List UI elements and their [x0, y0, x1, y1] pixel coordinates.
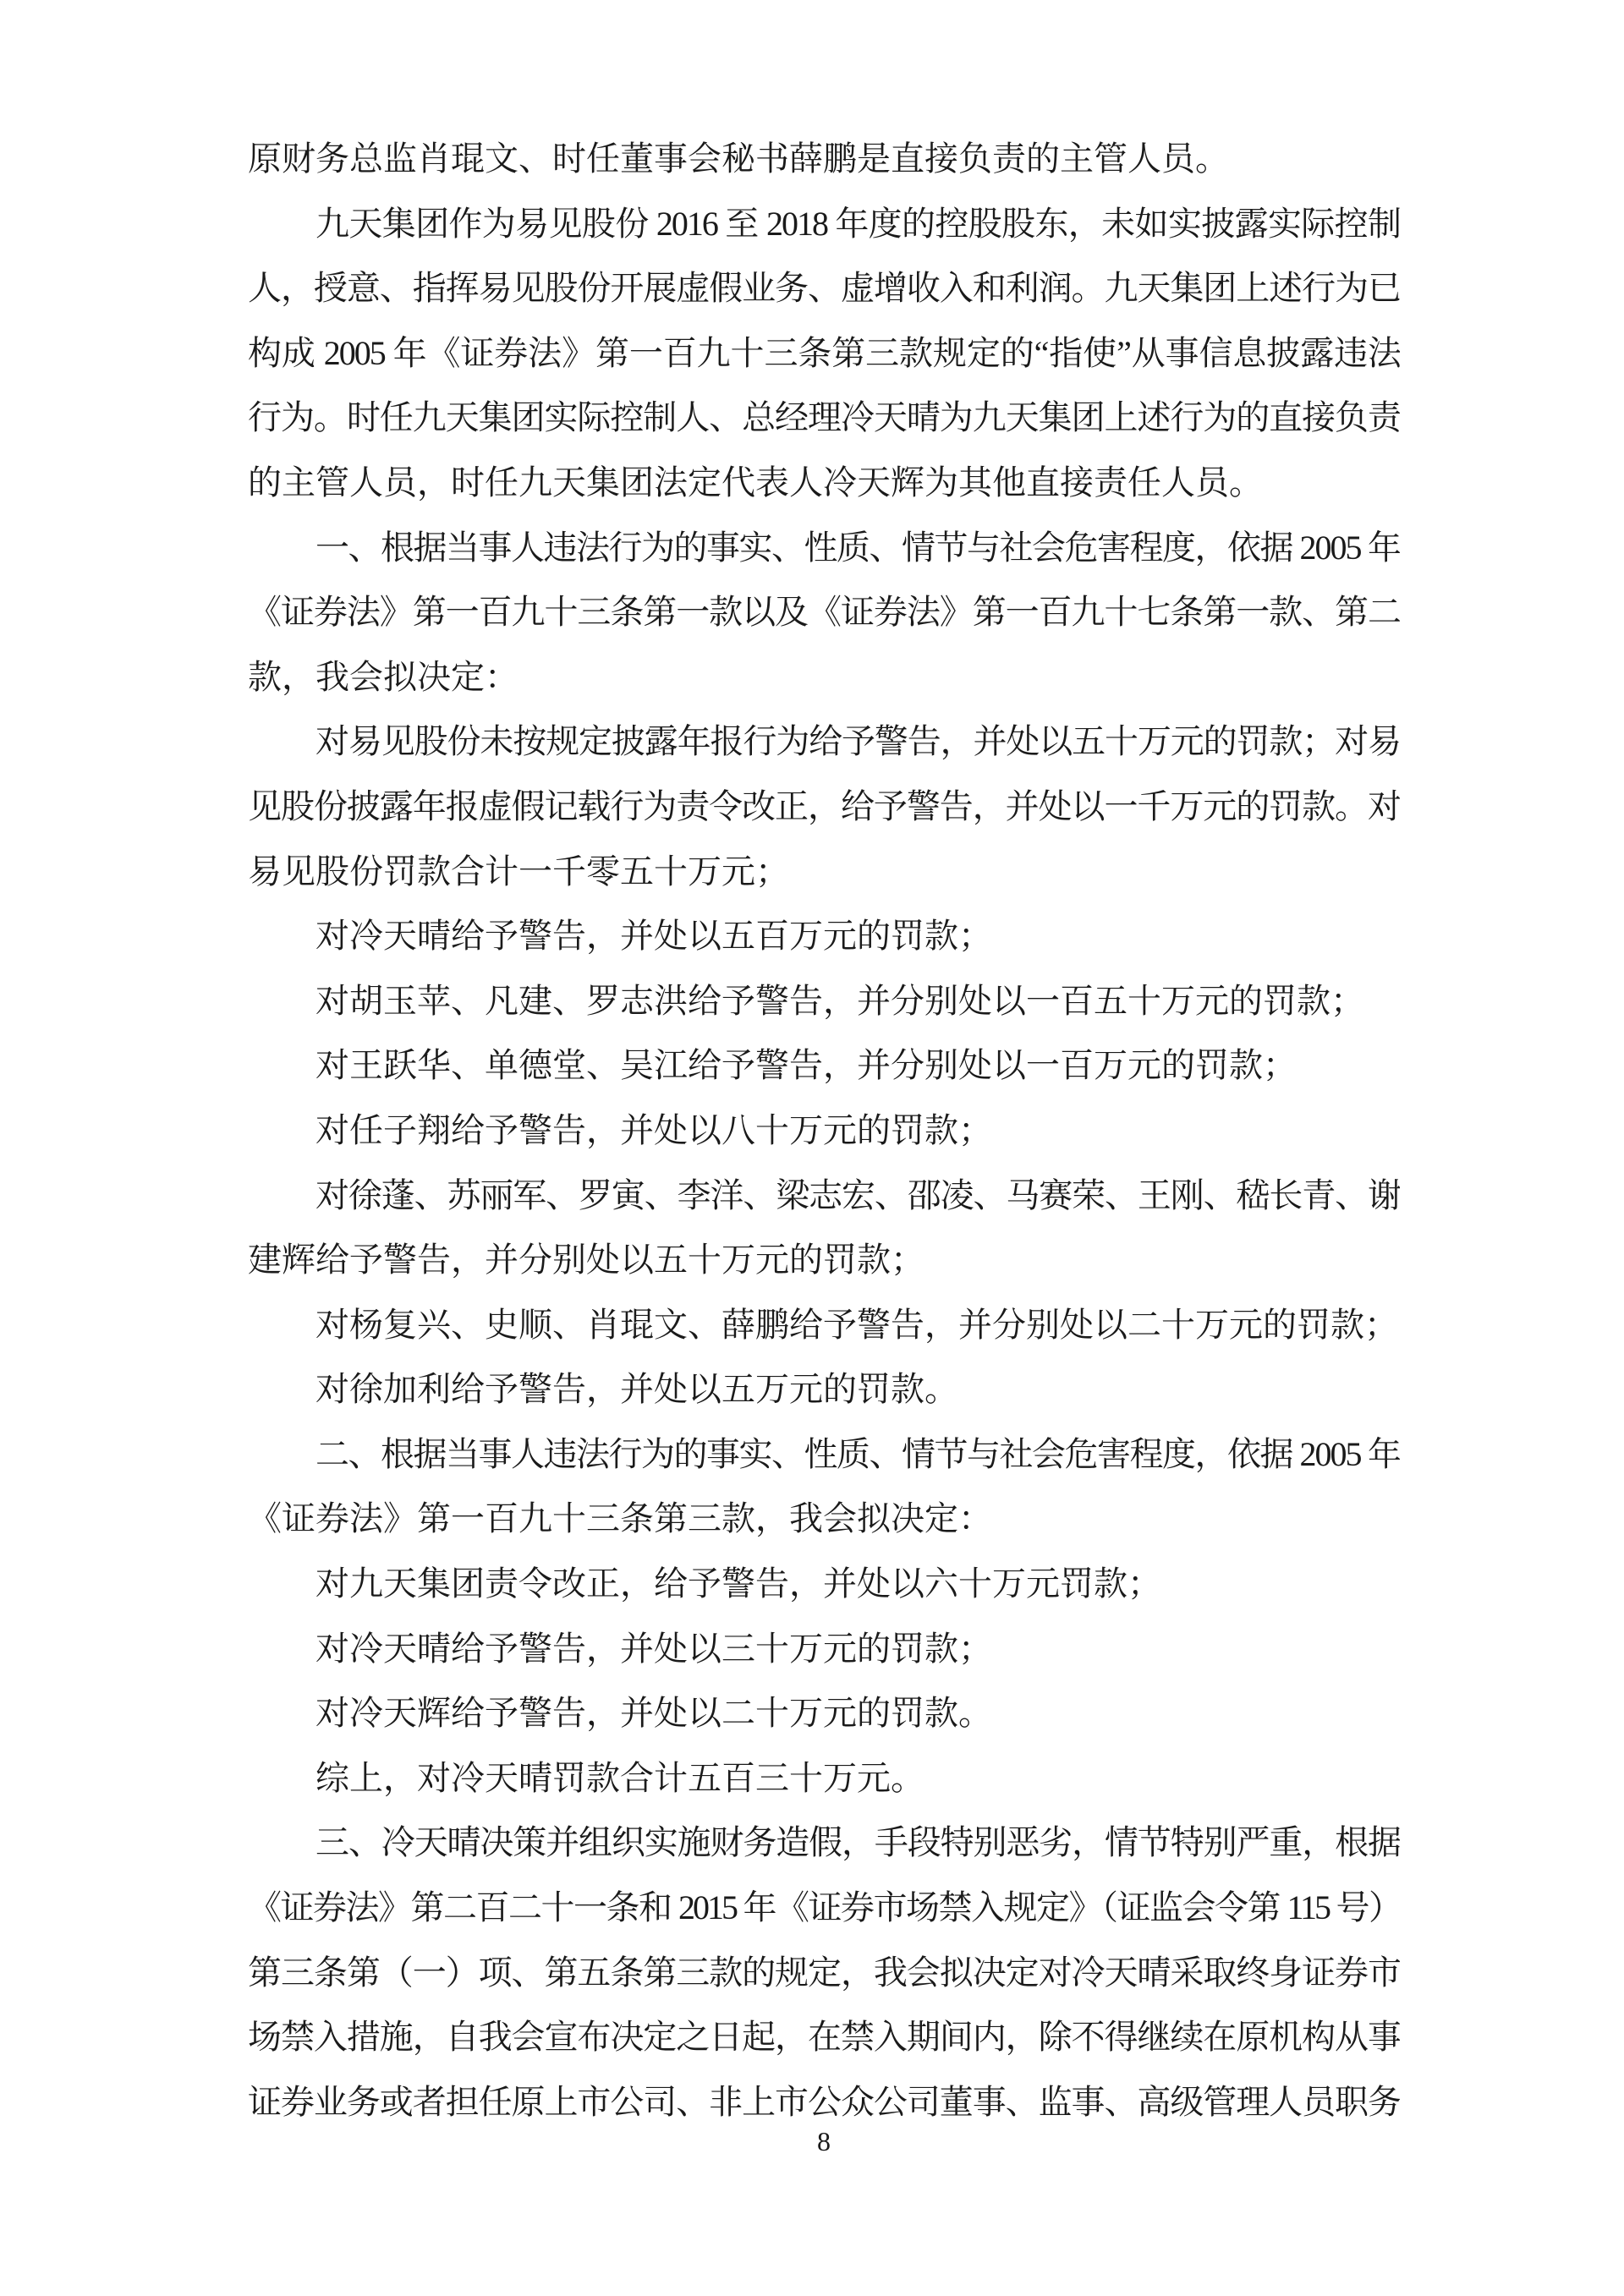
text-line: 对任子翔给予警告，并处以八十万元的罚款； [315, 1110, 992, 1149]
text-line: 对冷天晴给予警告，并处以五百万元的罚款； [315, 917, 992, 956]
text-line: 对徐加利给予警告，并处以五万元的罚款。 [315, 1370, 958, 1409]
document-body [248, 127, 1400, 2134]
text-line: 场禁入措施，自我会宣布决定之日起，在禁入期间内，除不得继续在原机构从事 [248, 2018, 1400, 2057]
text-line: 对王跃华、单德堂、吴江给予警告，并分别处以一百万元的罚款； [315, 1046, 1297, 1085]
text-line: 款，我会拟决定： [248, 657, 518, 696]
text-line: 易见股份罚款合计一千零五十万元； [248, 852, 789, 890]
text-line: 九天集团作为易见股份 2016 至 2018 年度的控股股东，未如实披露实际控制 [315, 204, 1400, 243]
text-line: 行为。时任九天集团实际控制人、总经理冷天晴为九天集团上述行为的直接负责 [248, 398, 1400, 437]
text-line: 对冷天辉给予警告，并处以二十万元的罚款。 [315, 1694, 992, 1733]
text-line: 的主管人员，时任九天集团法定代表人冷天辉为其他直接责任人员。 [248, 463, 1263, 501]
text-line: 第三条第（一）项、第五条第三款的规定，我会拟决定对冷天晴采取终身证券市 [248, 1953, 1400, 1992]
text-line: 证券业务或者担任原上市公司、非上市公众公司董事、监事、高级管理人员职务 [248, 2082, 1400, 2121]
text-line: 综上，对冷天晴罚款合计五百三十万元。 [315, 1758, 924, 1797]
text-line: 建辉给予警告，并分别处以五十万元的罚款； [248, 1241, 924, 1280]
text-line: 对徐蓬、苏丽军、罗寅、李洋、梁志宏、邵凌、马赛荣、王刚、嵇长青、谢 [315, 1175, 1400, 1214]
text-line: 构成 2005 年《证券法》第一百九十三条第三款规定的“指使”从事信息披露违法 [248, 333, 1400, 372]
text-line: 《证券法》第一百九十三条第三款，我会拟决定： [248, 1499, 992, 1538]
text-line: 对杨复兴、史顺、肖琨文、薛鹏给予警告，并分别处以二十万元的罚款； [315, 1305, 1398, 1344]
text-line: 《证券法》第一百九十三条第一款以及《证券法》第一百九十七条第一款、第二 [248, 593, 1400, 632]
text-line: 二、根据当事人违法行为的事实、性质、情节与社会危害程度，依据 2005 年 [315, 1434, 1400, 1473]
text-line: 三、冷天晴决策并组织实施财务造假，手段特别恶劣，情节特别严重，根据 [315, 1823, 1400, 1862]
text-line: 对胡玉苹、凡建、罗志洪给予警告，并分别处以一百五十万元的罚款； [315, 981, 1364, 1020]
text-line: 对易见股份未按规定披露年报行为给予警告，并处以五十万元的罚款；对易 [315, 722, 1400, 761]
text-line: 原财务总监肖琨文、时任董事会秘书薛鹏是直接负责的主管人员。 [248, 140, 1229, 178]
text-line: 对冷天晴给予警告，并处以三十万元的罚款； [315, 1629, 992, 1668]
text-line: 见股份披露年报虚假记载行为责令改正，给予警告，并处以一千万元的罚款。对 [248, 786, 1400, 825]
text-line: 对九天集团责令改正，给予警告，并处以六十万元罚款； [315, 1564, 1161, 1603]
text-line: 《证券法》第二百二十一条和 2015 年《证券市场禁入规定》（证监会令第 115 号） [248, 1888, 1400, 1927]
page-number: 8 [817, 2126, 831, 2156]
text-line: 人，授意、指挥易见股份开展虚假业务、虚增收入和利润。九天集团上述行为已 [248, 269, 1400, 308]
text-line: 一、根据当事人违法行为的事实、性质、情节与社会危害程度，依据 2005 年 [315, 528, 1400, 567]
